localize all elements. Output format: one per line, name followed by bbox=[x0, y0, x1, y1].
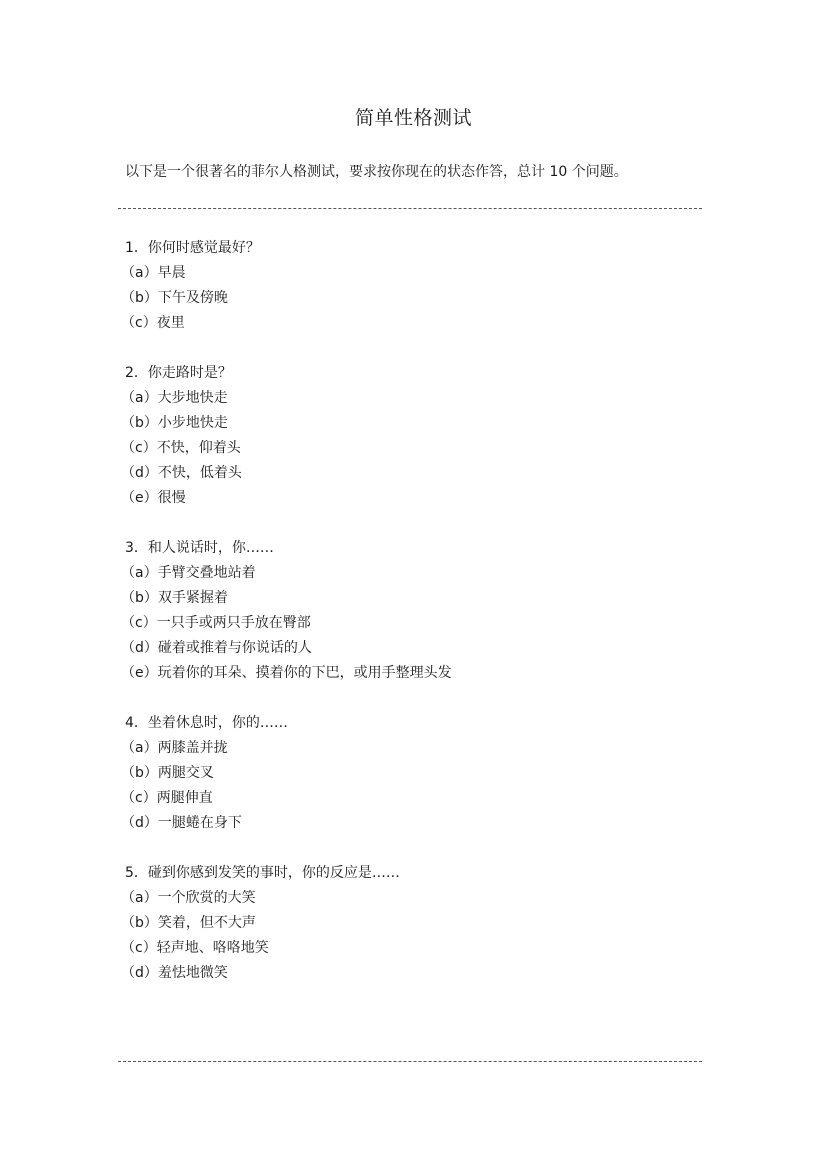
answer-option: （d）碰着或推着与你说话的人 bbox=[121, 640, 312, 656]
question-4 bbox=[121, 711, 721, 836]
answer-option: （c）夜里 bbox=[121, 315, 185, 331]
answer-option: （a）一个欣赏的大笑 bbox=[121, 890, 256, 906]
answer-option: （a）大步地快走 bbox=[121, 390, 228, 406]
answer-option: （d）羞怯地微笑 bbox=[121, 965, 228, 981]
answer-option: （e）玩着你的耳朵、摸着你的下巴，或用手整理头发 bbox=[121, 665, 452, 681]
answer-option: （c）一只手或两只手放在臀部 bbox=[121, 615, 311, 631]
answer-option: （a）手臂交叠地站着 bbox=[121, 565, 256, 581]
answer-option: （c）不快，仰着头 bbox=[121, 440, 241, 456]
answer-option: （e）很慢 bbox=[121, 490, 186, 506]
answer-option: （c）轻声地、咯咯地笑 bbox=[121, 940, 269, 956]
answer-option: （a）两膝盖并拢 bbox=[121, 740, 228, 756]
question-text: 3．和人说话时，你…… bbox=[125, 540, 274, 556]
answer-option: （b）双手紧握着 bbox=[121, 590, 228, 606]
page-title: 简单性格测试 bbox=[354, 107, 472, 129]
question-3 bbox=[121, 536, 721, 686]
top-divider bbox=[118, 208, 702, 209]
question-list bbox=[121, 236, 721, 1011]
intro-text: 以下是一个很著名的菲尔人格测试，要求按你现在的状态作答，总计 10 个问题。 bbox=[125, 164, 628, 180]
question-1 bbox=[121, 236, 721, 336]
question-text: 1．你何时感觉最好？ bbox=[125, 240, 260, 256]
bottom-divider bbox=[118, 1061, 702, 1062]
answer-option: （b）下午及傍晚 bbox=[121, 290, 228, 306]
answer-option: （c）两腿伸直 bbox=[121, 790, 213, 806]
answer-option: （a）早晨 bbox=[121, 265, 186, 281]
answer-option: （b）小步地快走 bbox=[121, 415, 228, 431]
question-text: 5．碰到你感到发笑的事时，你的反应是…… bbox=[125, 865, 400, 881]
answer-option: （d）不快，低着头 bbox=[121, 465, 242, 481]
question-5 bbox=[121, 861, 721, 986]
answer-option: （d）一腿蜷在身下 bbox=[121, 815, 242, 831]
question-2 bbox=[121, 361, 721, 511]
answer-option: （b）笑着，但不大声 bbox=[121, 915, 256, 931]
question-text: 4．坐着休息时，你的…… bbox=[125, 715, 288, 731]
answer-option: （b）两腿交叉 bbox=[121, 765, 214, 781]
question-text: 2．你走路时是？ bbox=[125, 365, 232, 381]
